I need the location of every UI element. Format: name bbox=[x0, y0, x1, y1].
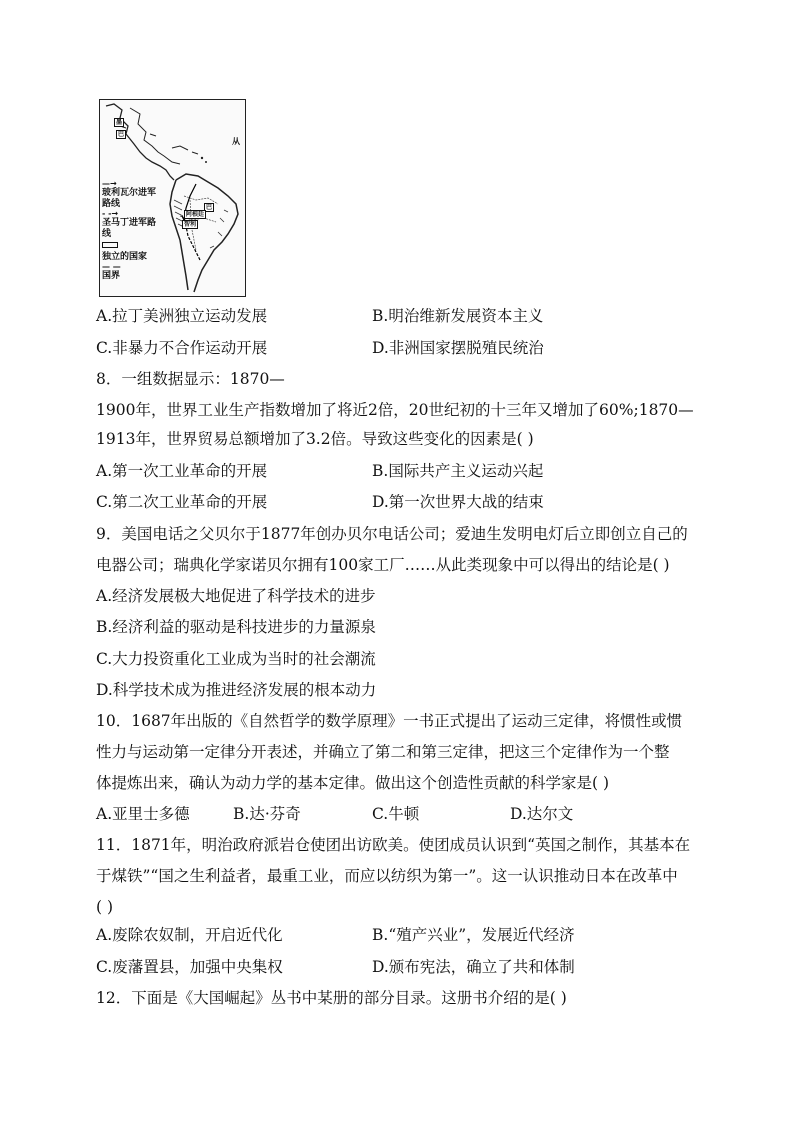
legend-route1: 玻利瓦尔进军路线 bbox=[102, 188, 157, 209]
q7-option-c[interactable]: C.非暴力不合作运动开展 bbox=[96, 339, 268, 357]
independent-box-icon bbox=[102, 242, 118, 248]
q8-option-a[interactable]: A.第一次工业革命的开展 bbox=[96, 462, 268, 480]
route1-arrow-icon: —→ bbox=[102, 179, 117, 188]
latin-america-map bbox=[99, 99, 246, 297]
q11-stem-line3: ( ) bbox=[96, 898, 114, 916]
map-tag-5: 智利 bbox=[184, 221, 197, 228]
q7-option-b[interactable]: B.明治维新发展资本主义 bbox=[372, 307, 544, 325]
q9-option-a[interactable]: A.经济发展极大地促进了科学技术的进步 bbox=[96, 587, 376, 605]
q11-option-a[interactable]: A.废除农奴制，开启近代化 bbox=[96, 926, 283, 944]
q10-stem-line3: 体提炼出来，确认为动力学的基本定律。做出这个创造性贡献的科学家是( ) bbox=[96, 774, 610, 792]
q9-option-d[interactable]: D.科学技术成为推进经济发展的根本动力 bbox=[96, 681, 377, 699]
q8-option-c[interactable]: C.第二次工业革命的开展 bbox=[96, 493, 268, 511]
legend-route2: 圣马丁进军路线 bbox=[102, 218, 157, 239]
legend-independent: 独立的国家 bbox=[102, 252, 148, 262]
q8-stem-line2: 1900年，世界工业生产指数增加了将近2倍，20世纪初的十三年又增加了60%;1870— bbox=[96, 401, 694, 419]
map-tag-4: 阿根廷 bbox=[186, 211, 205, 218]
map-tag-3: 巴 bbox=[206, 204, 213, 211]
border-line-icon: — — bbox=[102, 262, 121, 271]
q7-option-d[interactable]: D.非洲国家摆脱殖民统治 bbox=[372, 339, 544, 357]
q10-stem-line2: 性力与运动第一定律分开表述，并确立了第二和第三定律，把这三个定律作为一个整 bbox=[96, 743, 670, 761]
q8-stem-line1: 8．一组数据显示：1870— bbox=[96, 370, 285, 388]
q10-option-d[interactable]: D.达尔文 bbox=[510, 805, 574, 823]
q8-option-b[interactable]: B.国际共产主义运动兴起 bbox=[372, 462, 544, 480]
q9-option-b[interactable]: B.经济利益的驱动是科技进步的力量源泉 bbox=[96, 618, 376, 636]
q8-option-d[interactable]: D.第一次世界大战的结束 bbox=[372, 493, 544, 511]
q10-option-c[interactable]: C.牛顿 bbox=[372, 805, 420, 823]
q11-stem-line2: 于煤铁”“国之生利益者，最重工业，而应以纺织为第一”。这一认识推动日本在改革中 bbox=[96, 867, 678, 885]
q11-stem-line1: 11．1871年，明治政府派岩仓使团出访欧美。使团成员认识到“英国之制作，其基本在 bbox=[96, 836, 691, 854]
q9-stem-line1: 9．美国电话之父贝尔于1877年创办贝尔电话公司；爱迪生发明电灯后立即创立自己的 bbox=[96, 525, 688, 543]
q10-option-a[interactable]: A.亚里士多德 bbox=[96, 805, 190, 823]
legend-border: 国界 bbox=[102, 271, 121, 281]
map-legend bbox=[102, 180, 160, 282]
map-tag-2: 巴 bbox=[118, 131, 125, 138]
map-tag-1: 墨 bbox=[116, 119, 123, 126]
q11-option-c[interactable]: C.废藩置县，加强中央集权 bbox=[96, 958, 283, 976]
q9-stem-line2: 电器公司；瑞典化学家诺贝尔拥有100家工厂……从此类现象中可以得出的结论是( ) bbox=[96, 556, 670, 574]
q11-option-b[interactable]: B.“殖产兴业”，发展近代经济 bbox=[372, 926, 575, 944]
route2-arrow-icon: - -→ bbox=[102, 209, 119, 218]
map-letter: 从 bbox=[232, 137, 240, 146]
q11-option-d[interactable]: D.颁布宪法，确立了共和体制 bbox=[372, 958, 575, 976]
q10-option-b[interactable]: B.达·芬奇 bbox=[233, 805, 301, 823]
q8-stem-line3: 1913年，世界贸易总额增加了3.2倍。导致这些变化的因素是( ) bbox=[96, 430, 534, 448]
q9-option-c[interactable]: C.大力投资重化工业成为当时的社会潮流 bbox=[96, 650, 376, 668]
q10-stem-line1: 10．1687年出版的《自然哲学的数学原理》一书正式提出了运动三定律，将惯性或惯 bbox=[96, 712, 683, 730]
q7-option-a[interactable]: A.拉丁美洲独立运动发展 bbox=[96, 307, 268, 325]
q12-stem-line1: 12．下面是《大国崛起》丛书中某册的部分目录。这册书介绍的是( ) bbox=[96, 989, 567, 1007]
